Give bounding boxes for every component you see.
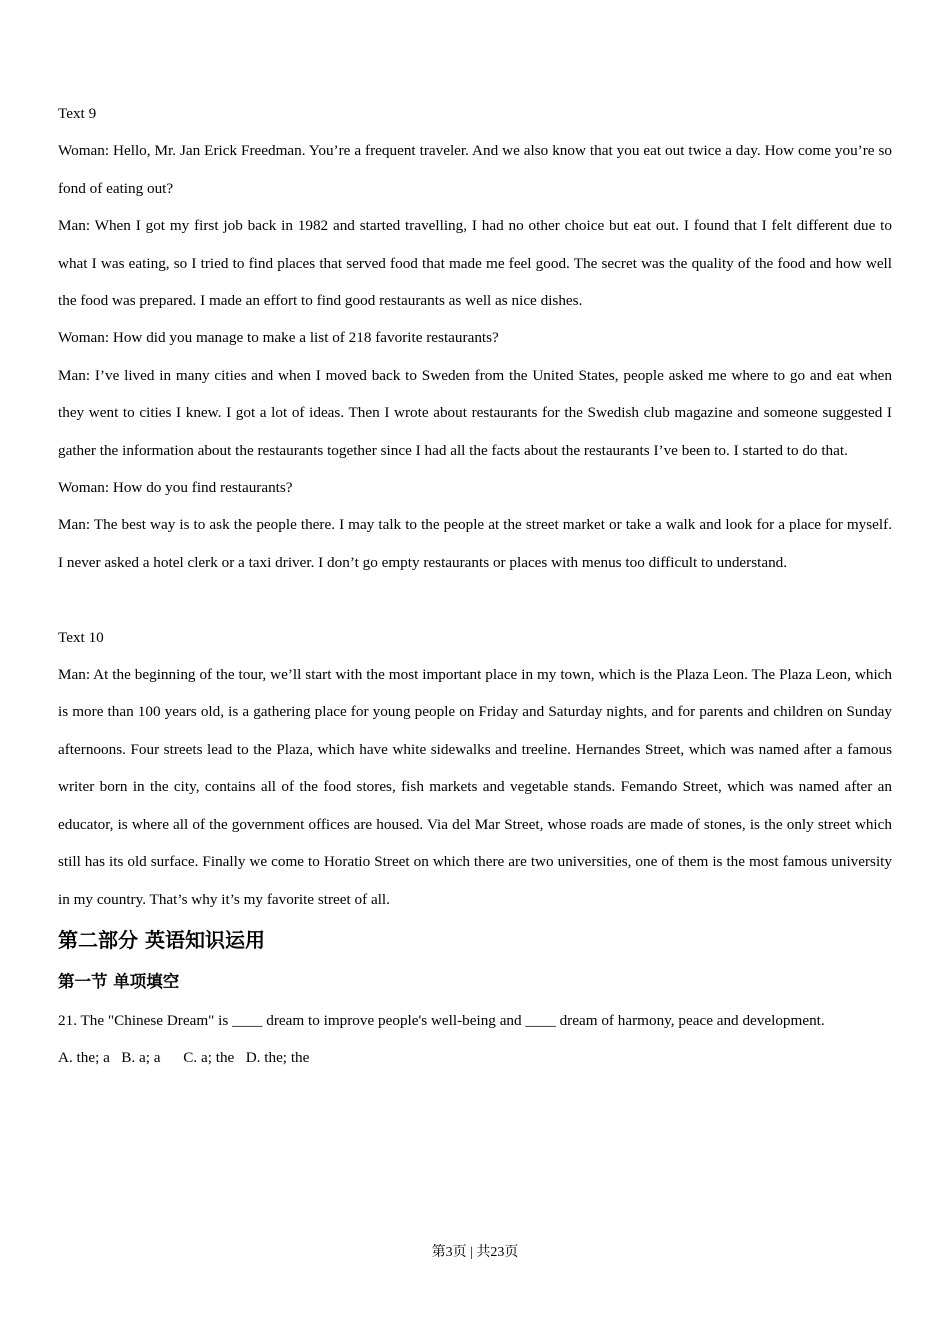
text9-paragraph-4: Man: I’ve lived in many cities and when I moved back to Sweden from the United States, people asked me where to go and eat when they went to cities I knew. I got a lot of ideas. Then I wrote about restaurants for the Swedish club magazine and someone suggested I gather the information about the restaurants together since I had all the facts about the restaurants I’ve been to. I started to do that. <box>58 366 892 459</box>
text9-paragraph-3: Woman: How did you manage to make a list of 218 favorite restaurants? <box>58 329 499 347</box>
question-21-stem: 21. The "Chinese Dream" is ____ dream to improve people's well-being and ____ dream of harmony, peace and development. <box>58 1011 825 1029</box>
text10-title: Text 10 <box>58 628 104 646</box>
text9-title: Text 9 <box>58 105 97 122</box>
spacer <box>58 581 892 618</box>
text9-paragraph-2: Man: When I got my first job back in 1982 and started travelling, I had no other choice but eat out. I found that I felt different due to what I was eating, so I tried to find places that served food that made me feel good. The secret was the quality of the food and how well the food was prepared. I made an effort to find good restaurants as well as nice dishes. <box>58 217 892 310</box>
page-footer: 第3页 | 共23页 <box>431 1245 519 1260</box>
text9-paragraph-5: Woman: How do you find restaurants? <box>58 479 293 497</box>
question-21-options: A. the; a B. a; a C. a; the D. the; the <box>58 1049 310 1067</box>
text9-paragraph-6: Man: The best way is to ask the people there. I may talk to the people at the street market or take a walk and look for a place for myself. I never asked a hotel clerk or a taxi driver. I don’t go empty restaurants or places with menus too difficult to understand. <box>58 516 892 571</box>
section1-heading: 第一节 单项填空 <box>58 971 180 991</box>
document-page <box>58 95 892 1077</box>
part2-heading: 第二部分 英语知识运用 <box>58 927 265 952</box>
text9-paragraph-1: Woman: Hello, Mr. Jan Erick Freedman. You’re a frequent traveler. And we also know that you eat out twice a day. How come you’re so fond of eating out? <box>58 142 892 197</box>
text10-paragraph: Man: At the beginning of the tour, we’ll start with the most important place in my town, which is the Plaza Leon. The Plaza Leon, which is more than 100 years old, is a gathering place for young people on Friday and Saturday nights, and for parents and children on Sunday afternoons. Four streets lead to the Plaza, which have white sidewalks and treeline. Hernandes Street, which was named after a famous writer born in the city, contains all of the food stores, fish markets and vegetable stands. Femando Street, which was named after an educator, is where all of the government offices are housed. Via del Mar Street, whose roads are made of stones, is the only street which still has its old surface. Finally we come to Horatio Street on which there are two universities, one of them is the most famous university in my country. That’s why it’s my favorite street of all. <box>58 666 892 908</box>
